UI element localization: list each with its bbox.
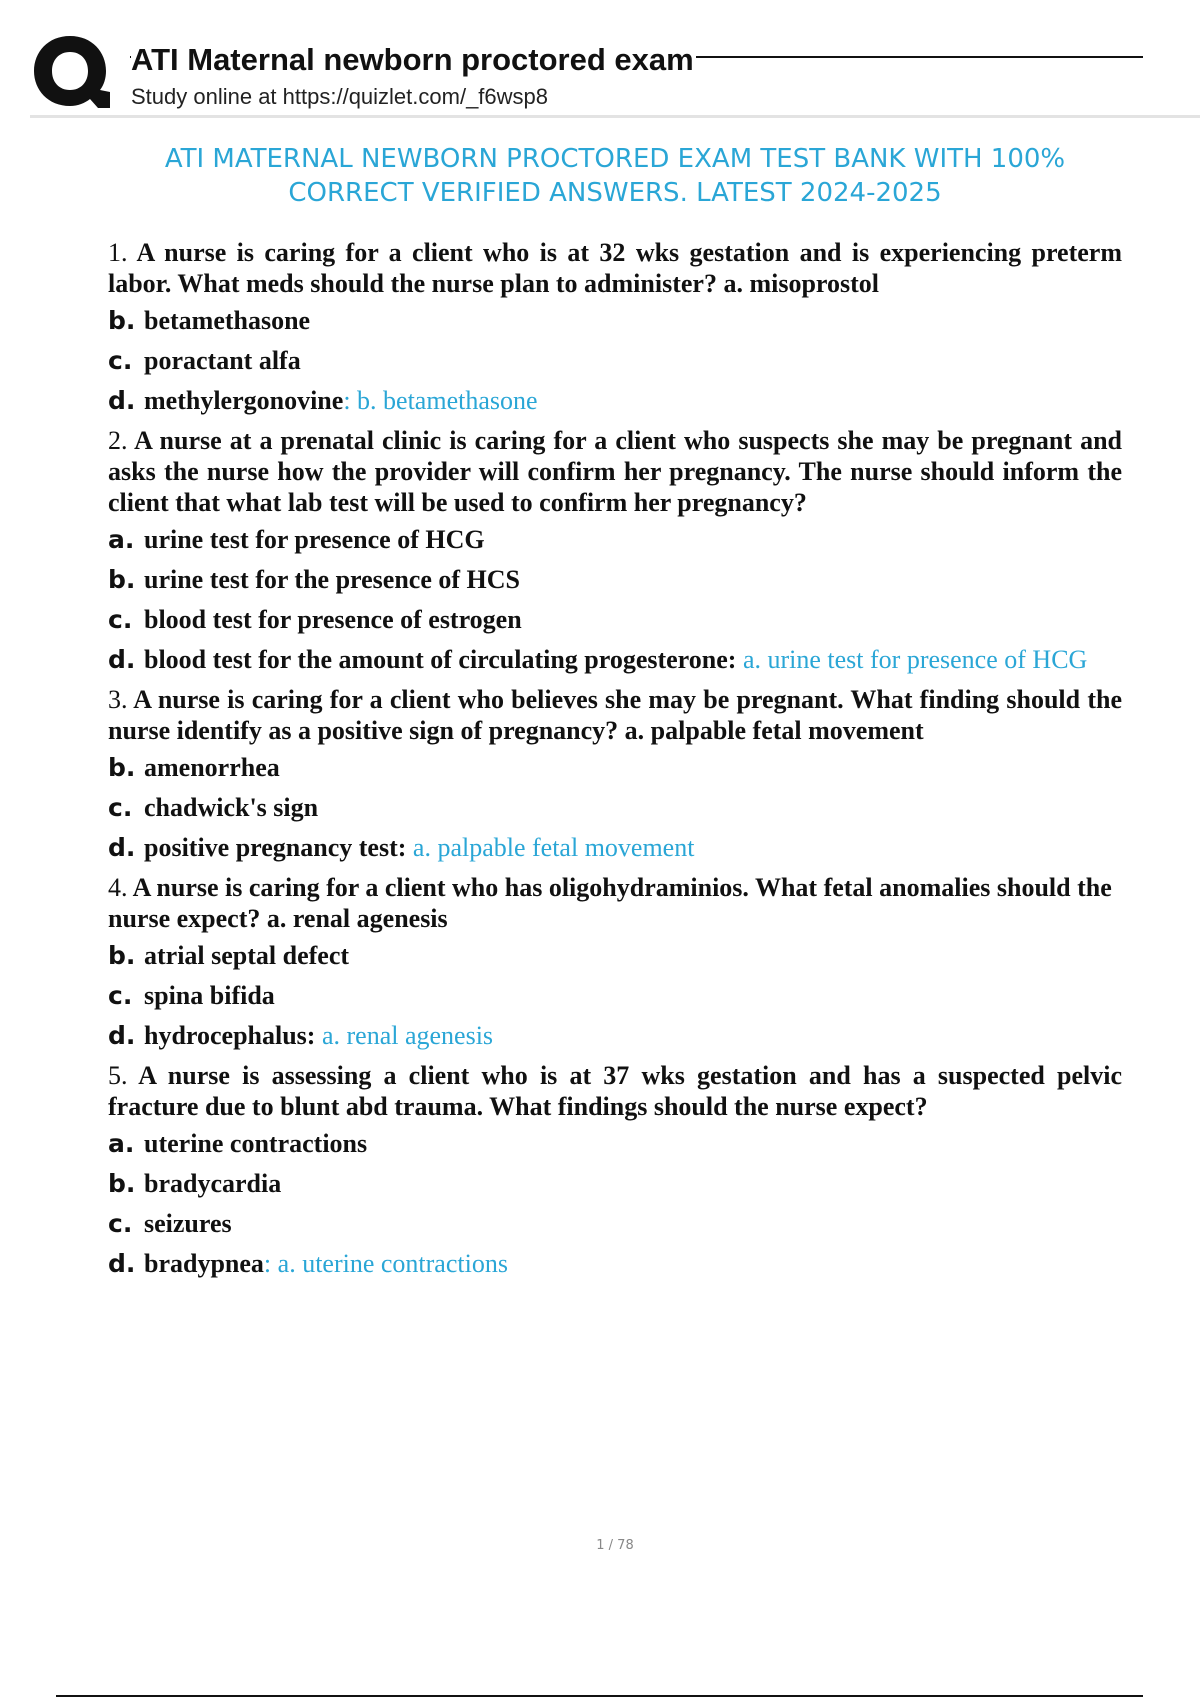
question-text: 1. A nurse is caring for a client who is at 32 wks gestation and is experiencing preterm labor. What meds should the nurse plan to administer? a. misoprostol bbox=[108, 238, 1122, 298]
answer-separator: : bbox=[343, 386, 351, 415]
option-item: b. bradycardia bbox=[108, 1169, 282, 1198]
question-number: 2. bbox=[108, 426, 128, 455]
question-list bbox=[108, 237, 1122, 1288]
option-item: c. spina bifida bbox=[108, 981, 275, 1010]
question-number: 4. bbox=[108, 873, 128, 902]
option-item: c. blood test for presence of estrogen bbox=[108, 605, 522, 634]
option-item: b. betamethasone bbox=[108, 306, 311, 335]
option-item: d. bradypnea: a. uterine contractions bbox=[108, 1249, 508, 1278]
answer-separator: : bbox=[306, 1021, 316, 1050]
question-2 bbox=[108, 425, 1122, 675]
option-item: d. blood test for the amount of circulating progesterone: a. urine test for presence of HCG bbox=[108, 645, 1088, 674]
answer-separator: : bbox=[727, 645, 737, 674]
question-4 bbox=[108, 872, 1122, 1051]
question-text: 3. A nurse is caring for a client who believes she may be pregnant. What finding should the nurse identify as a positive sign of pregnancy? a. palpable fetal movement bbox=[108, 685, 1122, 745]
question-number: 5. bbox=[108, 1061, 128, 1090]
option-item: d. hydrocephalus: a. renal agenesis bbox=[108, 1021, 494, 1050]
option-item: b. atrial septal defect bbox=[108, 941, 350, 970]
page-number: 1 / 78 bbox=[596, 1538, 634, 1553]
answer-text: a. palpable fetal movement bbox=[412, 833, 695, 862]
question-number: 1. bbox=[108, 238, 128, 267]
option-item: b. urine test for the presence of HCS bbox=[108, 565, 520, 594]
question-number: 3. bbox=[108, 685, 128, 714]
header-subtitle[interactable]: Study online at https://quizlet.com/_f6wsp8 bbox=[131, 84, 549, 109]
option-item: d. methylergonovine: b. betamethasone bbox=[108, 386, 538, 415]
header-divider bbox=[30, 115, 1200, 118]
answer-separator: : bbox=[263, 1249, 272, 1278]
question-text: 5. A nurse is assessing a client who is at 37 wks gestation and has a suspected pelvic fracture due to blunt abd trauma. What findings should the nurse expect? bbox=[108, 1061, 1122, 1121]
question-text: 4. A nurse is caring for a client who has oligohydraminios. What fetal anomalies should the nurse expect? a. renal agenesis bbox=[108, 873, 1112, 933]
document-title-line-1: ATI MATERNAL NEWBORN PROCTORED EXAM TEST BANK WITH 100% bbox=[164, 144, 1066, 174]
quizlet-logo-icon bbox=[30, 32, 110, 110]
option-item: a. uterine contractions bbox=[108, 1129, 368, 1158]
answer-text: a. uterine contractions bbox=[277, 1249, 508, 1278]
answer-separator: : bbox=[397, 833, 407, 862]
answer-text: a. renal agenesis bbox=[321, 1021, 494, 1050]
question-5 bbox=[108, 1060, 1122, 1279]
document-title bbox=[100, 142, 1130, 210]
option-item: a. urine test for presence of HCG bbox=[108, 525, 485, 554]
option-item: b. amenorrhea bbox=[108, 753, 280, 782]
footer-divider bbox=[56, 1695, 1143, 1697]
option-item: c. seizures bbox=[108, 1209, 232, 1238]
question-3 bbox=[108, 684, 1122, 863]
option-item: d. positive pregnancy test: a. palpable fetal movement bbox=[108, 833, 695, 862]
answer-text: a. urine test for presence of HCG bbox=[742, 645, 1088, 674]
header-title: ATI Maternal newborn proctored exam bbox=[131, 38, 696, 82]
answer-text: b. betamethasone bbox=[357, 386, 538, 415]
question-1 bbox=[108, 237, 1122, 416]
option-item: c. poractant alfa bbox=[108, 346, 301, 375]
document-title-line-2: CORRECT VERIFIED ANSWERS. LATEST 2024-2025 bbox=[288, 178, 942, 208]
question-text: 2. A nurse at a prenatal clinic is caring for a client who suspects she may be pregnant and asks the nurse how the provider will confirm her pregnancy. The nurse should inform the client that what lab test will be used to confirm her pregnancy? bbox=[108, 426, 1122, 517]
option-item: c. chadwick's sign bbox=[108, 793, 319, 822]
